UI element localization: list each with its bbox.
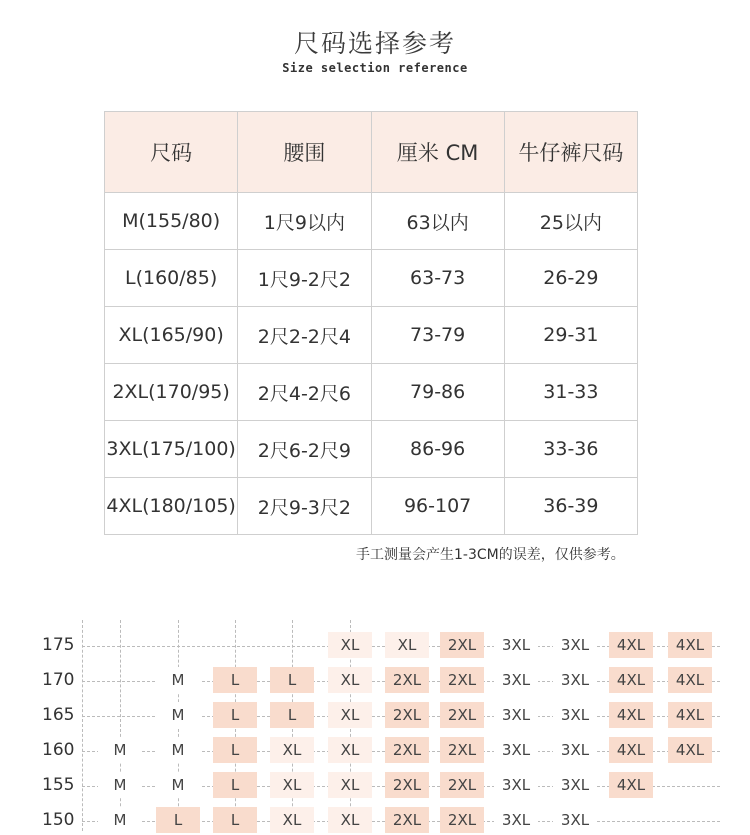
header-waist: 腰围 [238, 112, 371, 193]
cell-size: L(160/85) [105, 250, 238, 307]
size-cell: 3XL [553, 702, 597, 728]
size-cell: 2XL [385, 667, 429, 693]
cell-waist: 1尺9-2尺2 [238, 250, 371, 307]
cell-jeans: 36-39 [504, 478, 637, 535]
table-row [105, 250, 638, 307]
size-cell: 2XL [440, 702, 484, 728]
size-cell: 3XL [494, 667, 538, 693]
cell-waist: 2尺6-2尺9 [238, 421, 371, 478]
measurement-note: 手工测量会产生1-3CM的误差，仅供参考。 [356, 547, 625, 563]
size-cell: 3XL [494, 737, 538, 763]
cell-cm: 63-73 [371, 250, 504, 307]
size-cell: 4XL [609, 737, 653, 763]
cell-cm: 79-86 [371, 364, 504, 421]
size-cell: M [98, 737, 142, 763]
cell-waist: 2尺2-2尺4 [238, 307, 371, 364]
size-cell: 2XL [440, 632, 484, 658]
size-cell: 2XL [385, 702, 429, 728]
size-cell: M [156, 772, 200, 798]
height-label: 165 [42, 705, 75, 725]
size-cell: 2XL [385, 772, 429, 798]
height-label: 175 [42, 635, 75, 655]
cell-size: 4XL(180/105) [105, 478, 238, 535]
size-cell: 4XL [609, 702, 653, 728]
cell-jeans: 29-31 [504, 307, 637, 364]
table-row [105, 364, 638, 421]
size-cell: L [213, 702, 257, 728]
cell-cm: 86-96 [371, 421, 504, 478]
page-title: 尺码选择参考 [293, 29, 456, 58]
size-cell: XL [328, 772, 372, 798]
height-row [0, 630, 750, 660]
size-cell: 4XL [668, 737, 712, 763]
header-jeans-size: 牛仔裤尺码 [504, 112, 637, 193]
size-cell: L [213, 807, 257, 833]
cell-jeans: 26-29 [504, 250, 637, 307]
size-cell: 4XL [668, 667, 712, 693]
page-subtitle: Size selection reference [282, 61, 468, 75]
height-label: 155 [42, 775, 75, 795]
size-cell: 2XL [440, 667, 484, 693]
size-cell: M [156, 737, 200, 763]
size-cell: 2XL [440, 807, 484, 833]
size-cell: M [98, 772, 142, 798]
height-label: 160 [42, 740, 75, 760]
size-cell: 3XL [553, 667, 597, 693]
cell-size: M(155/80) [105, 193, 238, 250]
size-cell: XL [328, 632, 372, 658]
size-cell: 2XL [440, 737, 484, 763]
header-cm: 厘米 CM [371, 112, 504, 193]
cell-waist: 2尺9-3尺2 [238, 478, 371, 535]
size-cell: L [270, 702, 314, 728]
size-cell: M [156, 702, 200, 728]
size-cell: XL [328, 807, 372, 833]
size-cell: 3XL [494, 772, 538, 798]
size-cell: 3XL [494, 807, 538, 833]
size-cell: 3XL [553, 807, 597, 833]
height-row [0, 700, 750, 730]
size-cell: XL [385, 632, 429, 658]
size-cell: 3XL [494, 702, 538, 728]
size-cell: 3XL [553, 632, 597, 658]
size-cell: 4XL [609, 772, 653, 798]
size-cell: 3XL [494, 632, 538, 658]
cell-cm: 73-79 [371, 307, 504, 364]
height-row [0, 770, 750, 800]
size-cell: L [213, 737, 257, 763]
table-header-row [105, 112, 638, 193]
size-cell: 3XL [553, 737, 597, 763]
size-cell: 4XL [668, 632, 712, 658]
size-cell: XL [270, 807, 314, 833]
cell-waist: 2尺4-2尺6 [238, 364, 371, 421]
table-row [105, 421, 638, 478]
height-label: 170 [42, 670, 75, 690]
size-cell: L [213, 772, 257, 798]
table-row [105, 478, 638, 535]
header-size: 尺码 [105, 112, 238, 193]
height-label: 150 [42, 810, 75, 830]
size-cell: L [270, 667, 314, 693]
size-cell: 4XL [609, 667, 653, 693]
height-size-chart [0, 600, 750, 831]
height-row [0, 665, 750, 695]
cell-size: 3XL(175/100) [105, 421, 238, 478]
table-row [105, 193, 638, 250]
size-cell: 4XL [668, 702, 712, 728]
size-cell: L [156, 807, 200, 833]
cell-cm: 96-107 [371, 478, 504, 535]
size-cell: 2XL [385, 737, 429, 763]
table-row [105, 307, 638, 364]
size-cell: 2XL [440, 772, 484, 798]
size-cell: M [156, 667, 200, 693]
cell-size: XL(165/90) [105, 307, 238, 364]
size-cell: XL [328, 737, 372, 763]
cell-cm: 63以内 [371, 193, 504, 250]
cell-jeans: 33-36 [504, 421, 637, 478]
size-cell: M [98, 807, 142, 833]
size-table [104, 111, 638, 535]
size-cell: XL [328, 702, 372, 728]
size-cell: L [213, 667, 257, 693]
size-cell: 3XL [553, 772, 597, 798]
size-cell: XL [270, 772, 314, 798]
size-cell: 4XL [609, 632, 653, 658]
size-cell: 2XL [385, 807, 429, 833]
cell-jeans: 31-33 [504, 364, 637, 421]
cell-waist: 1尺9以内 [238, 193, 371, 250]
height-row [0, 735, 750, 765]
cell-jeans: 25以内 [504, 193, 637, 250]
cell-size: 2XL(170/95) [105, 364, 238, 421]
size-cell: XL [270, 737, 314, 763]
size-cell: XL [328, 667, 372, 693]
